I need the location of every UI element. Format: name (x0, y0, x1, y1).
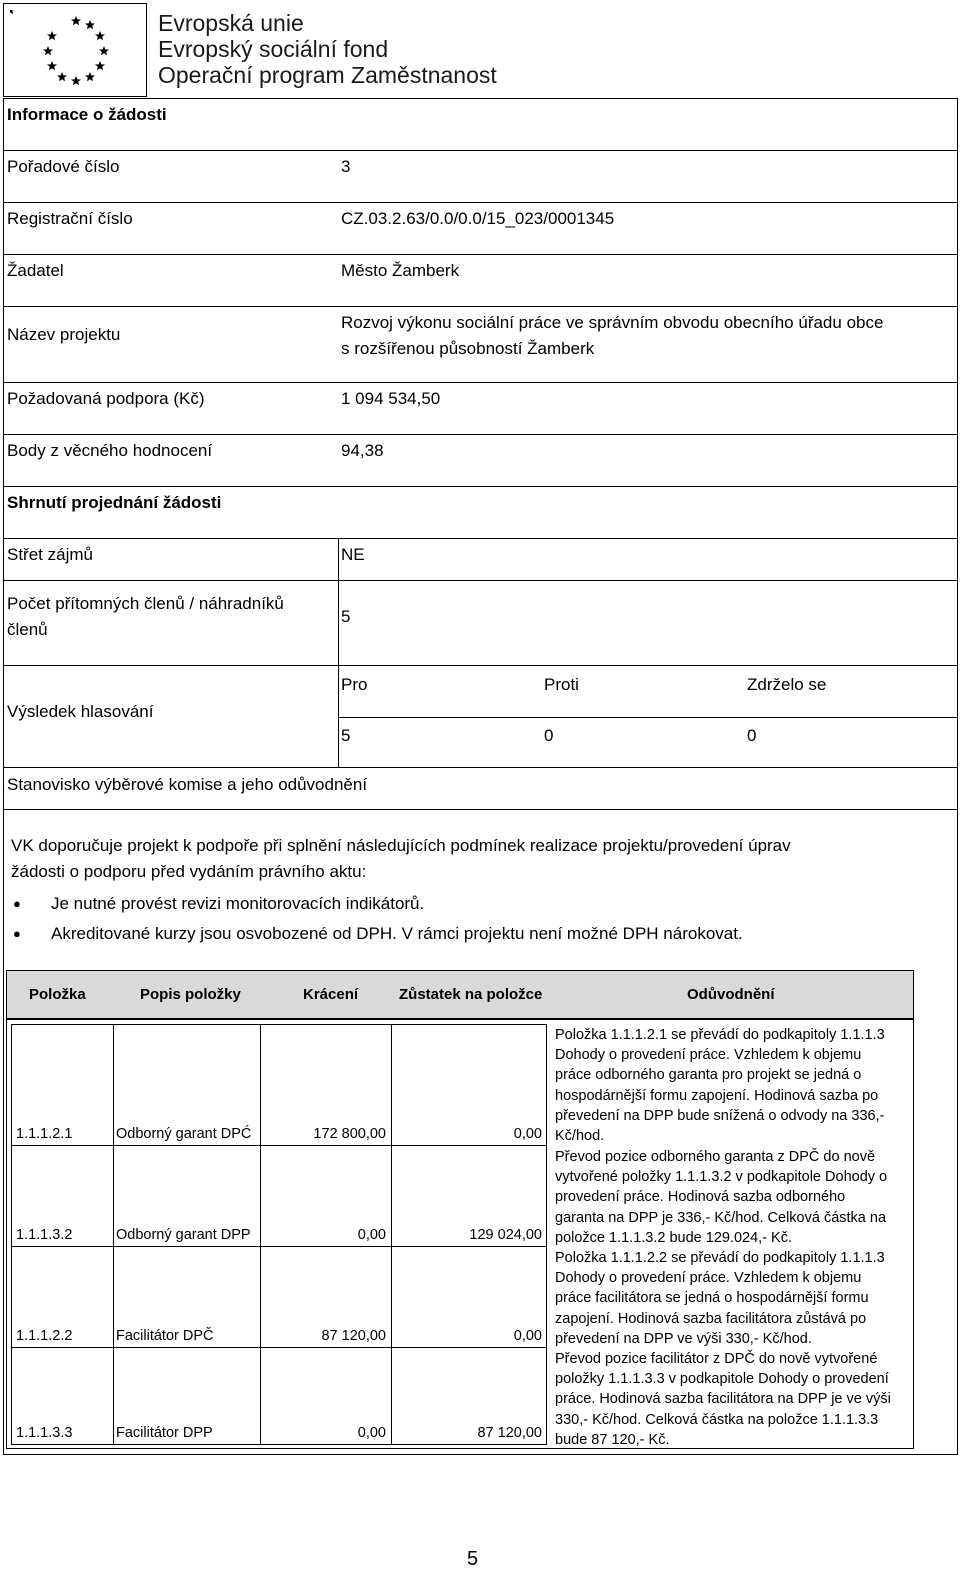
vote-value-pro: 5 (341, 726, 351, 745)
info-value-line2: s rozšířenou působností Žamberk (341, 339, 595, 358)
members-label-line2: členů (7, 620, 48, 639)
justification-line: položky 1.1.1.3.3 v podkapitole Dohody o provedení (555, 1371, 889, 1388)
info-row (4, 383, 957, 435)
item-cut: 172 800,00 (313, 1126, 386, 1142)
justification-line: převedení na DPP ve výši 330,- Kč/hod. (555, 1330, 812, 1347)
page-number: 5 (467, 1548, 479, 1570)
justification-line: převedení na DPP bude snížená o odvody na 336,- (555, 1107, 885, 1124)
vote-label: Výsledek hlasování (7, 702, 154, 721)
info-value: 1 094 534,50 (341, 389, 441, 408)
item-remain: 87 120,00 (477, 1425, 542, 1441)
item-cut: 0,00 (357, 1227, 386, 1243)
vote-value-zdrzelo: 0 (747, 726, 757, 745)
justification-line: Kč/hod. (555, 1128, 605, 1145)
justification-line: Dohody o provedení práce. Vzhledem k objemu (555, 1047, 862, 1064)
vote-header-proti: Proti (544, 675, 579, 694)
eu-program-logo-text (158, 10, 497, 88)
conflict-label: Střet zájmů (7, 545, 93, 564)
logo-line-2: Evropský sociální fond (158, 36, 389, 62)
table-row (12, 1025, 546, 1146)
col-header-zustatek: Zůstatek na položce (399, 986, 543, 1003)
logo-line-3: Operační program Zaměstnanost (158, 62, 497, 88)
item-desc: Odborný garant DPP (116, 1227, 251, 1243)
opinion-text-line2: žádosti o podporu před vydáním právního aktu: (11, 862, 367, 881)
item-desc: Facilitátor DPČ (116, 1328, 214, 1344)
justification-line: 330,- Kč/hod. Celková částka na položce 1.1.1.3.3 (555, 1411, 879, 1428)
info-value: CZ.03.2.63/0.0/0.0/15_023/0001345 (341, 209, 615, 228)
summary-row-opinion (4, 768, 957, 810)
item-code: 1.1.1.2.2 (16, 1328, 73, 1344)
info-label: Registrační číslo (7, 209, 133, 228)
info-label: Pořadové číslo (7, 157, 120, 176)
condition-item: ● Akreditované kurzy jsou osvobozené od DPH. V rámci projektu není možné DPH nárokovat. (11, 919, 743, 949)
summary-row-members (4, 581, 957, 666)
item-cut: 87 120,00 (321, 1328, 386, 1344)
justification-line: garanta na DPP je 336,- Kč/hod. Celková částka na (555, 1209, 887, 1226)
justification-line: Položka 1.1.1.2.2 se převádí do podkapitoly 1.1.1.3 (555, 1250, 885, 1266)
item-code: 1.1.1.2.1 (16, 1126, 73, 1142)
item-code: 1.1.1.3.3 (16, 1425, 73, 1441)
vote-grid (338, 666, 957, 767)
info-row (4, 435, 957, 487)
justification-line: práce odborného garanta pro projekt se jedná o (555, 1067, 862, 1084)
justification-line: Položka 1.1.1.2.1 se převádí do podkapitoly 1.1.1.3 (555, 1027, 885, 1043)
justification-line: práce facilitátora se jedná o hospodárnější formu (555, 1290, 869, 1307)
members-label-line1: Počet přítomných členů / náhradníků (7, 594, 284, 613)
section-title-summary: Shrnutí projednání žádosti (7, 493, 222, 512)
vote-header-zdrzelo: Zdrželo se (747, 675, 827, 694)
section-header-info (4, 99, 957, 151)
justification-line: práce. Hodinová sazba facilitátora na DPP je ve výši (555, 1391, 891, 1408)
justification-line: Převod pozice odborného garanta z DPČ do nově (555, 1149, 876, 1165)
justification-line: bude 87 120,- Kč. (555, 1431, 670, 1448)
table-row (12, 1348, 546, 1444)
items-table-body (6, 1019, 914, 1449)
col-header-popis: Popis položky (140, 986, 241, 1003)
item-remain: 0,00 (513, 1126, 542, 1142)
justification-line: vytvořené položky 1.1.1.3.2 v podkapitole Dohody o (555, 1169, 888, 1186)
item-desc: Odborný garant DPĆ (116, 1126, 252, 1142)
item-cut: 0,00 (357, 1425, 386, 1441)
col-header-oduvodneni: Odůvodnění (687, 986, 775, 1003)
summary-row-vote (4, 666, 957, 768)
justification-3 (555, 1248, 910, 1349)
item-desc: Facilitátor DPP (116, 1425, 213, 1441)
table-row (12, 1247, 546, 1348)
info-row (4, 307, 957, 383)
item-remain: 0,00 (513, 1328, 542, 1344)
opinion-conditions-list (11, 889, 743, 949)
info-label: Body z věcného hodnocení (7, 441, 213, 460)
info-row (4, 255, 957, 307)
justification-4 (555, 1349, 910, 1450)
eu-flag-logo (3, 3, 147, 97)
info-row (4, 151, 957, 203)
opinion-text-line1: VK doporučuje projekt k podpoře při splnění následujících podmínek realizace projektu/provedení úprav (11, 836, 791, 855)
summary-row-conflict (4, 539, 957, 581)
info-value: 3 (341, 157, 351, 176)
justification-1 (555, 1025, 910, 1146)
justification-line: zapojení. Hodinová sazba facilitátora zůstává po (555, 1310, 867, 1327)
vote-value-proti: 0 (544, 726, 554, 745)
members-value: 5 (341, 607, 351, 626)
item-code: 1.1.1.3.2 (16, 1227, 73, 1243)
justification-line: Dohody o provedení práce. Vzhledem k objemu (555, 1270, 862, 1287)
info-label: Požadovaná podpora (Kč) (7, 389, 205, 408)
justification-line: položce 1.1.1.3.2 bude 129.024,- Kč. (555, 1229, 793, 1246)
info-value: Město Žamberk (341, 261, 460, 280)
col-header-polozka: Položka (29, 986, 86, 1003)
vote-header-pro: Pro (341, 675, 368, 694)
conflict-value: NE (341, 545, 365, 564)
justification-line: provedení práce. Hodinová sazba odborného (555, 1189, 846, 1206)
info-value: 94,38 (341, 441, 384, 460)
application-info-table (3, 98, 958, 1455)
justification-line: Převod pozice facilitátor z DPČ do nově vytvořené (555, 1351, 878, 1367)
info-label: Žadatel (7, 261, 64, 280)
items-table-header (6, 970, 914, 1019)
section-header-summary (4, 487, 957, 539)
justification-line: hospodárnější formu zapojení. Hodinová sazba po (555, 1087, 879, 1104)
info-label: Název projektu (7, 325, 121, 344)
eu-stars-icon (10, 10, 142, 92)
info-value-line1: Rozvoj výkonu sociální práce ve správním obvodu obecního úřadu obce (341, 313, 884, 332)
item-remain: 129 024,00 (469, 1227, 542, 1243)
logo-line-1: Evropská unie (158, 10, 304, 36)
col-header-kraceni: Krácení (303, 986, 359, 1003)
condition-item: ● Je nutné provést revizi monitorovacích indikátorů. (11, 889, 743, 919)
opinion-label: Stanovisko výběrové komise a jeho odůvodnění (7, 775, 368, 794)
table-row (12, 1146, 546, 1247)
section-title-info: Informace o žádosti (7, 105, 167, 124)
items-values-grid (11, 1024, 547, 1445)
justification-2 (555, 1147, 910, 1248)
info-row (4, 203, 957, 255)
